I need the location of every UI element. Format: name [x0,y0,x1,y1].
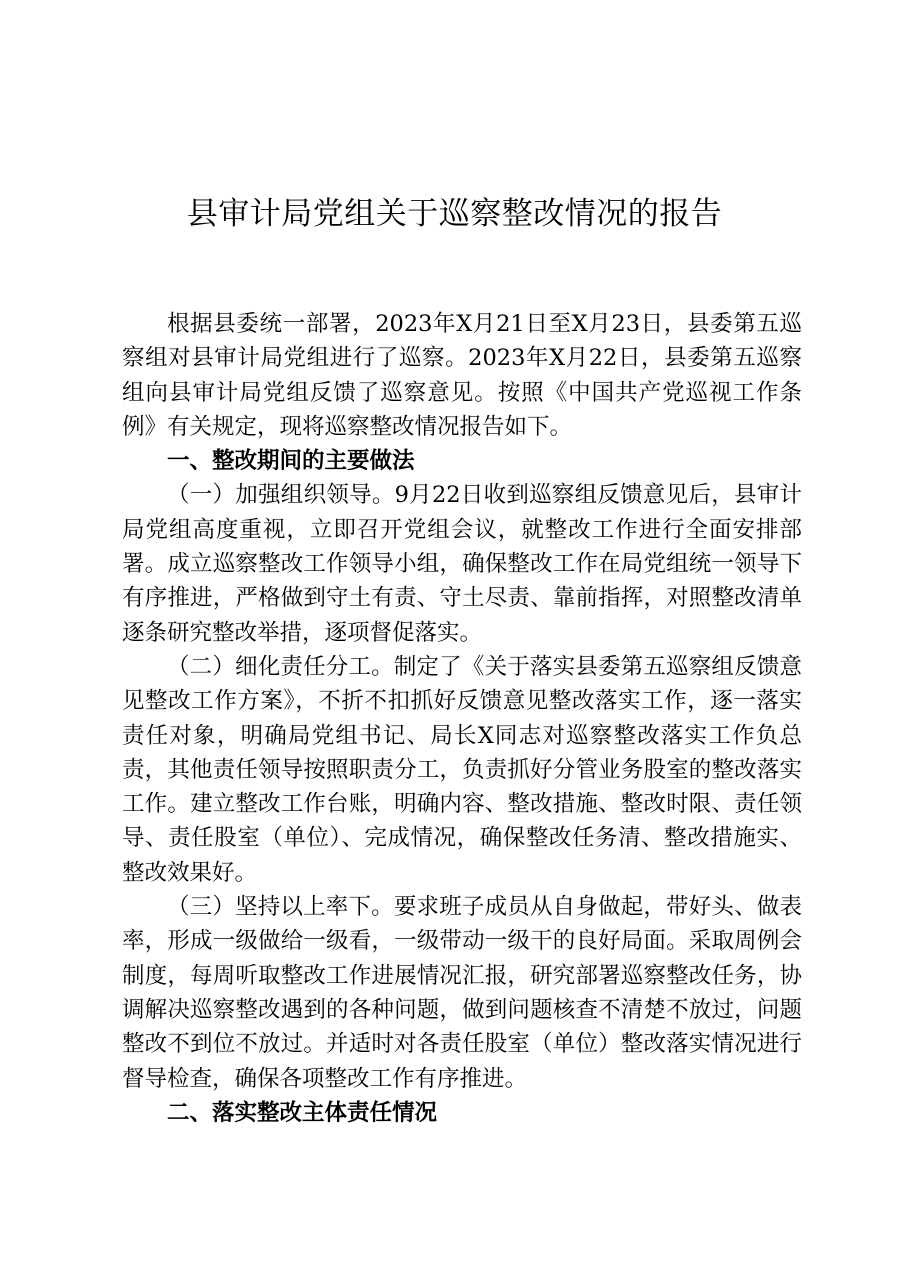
document-title: 县审计局党组关于巡察整改情况的报告 [186,196,723,232]
section-2-heading: 二、落实整改主体责任情况 [167,1099,438,1126]
intro-paragraph: 根据县委统一部署，2023年X月21日至X月23日，县委第五巡察组对县审计局党组进行了巡察。2023年X月22日，县委第五巡察组向县审计局党组反馈了巡察意见。按照《中国共产党巡视工作条例》有关规定，现将巡察整改情况报告如下。 [122,311,802,440]
section-1-heading: 一、整改期间的主要做法 [167,448,415,475]
section-1-item-3 [122,890,802,1096]
section-1-item-2-lead: （二）细化责任分工。 [167,653,394,680]
section-1-item-3-text: 要求班子成员从自身做起，带好头、做表率，形成一级做给一级看，一级带动一级干的良好局面。采取周例会制度，每周听取整改工作进展情况汇报，研究部署巡察整改任务，协调解决巡察整改遇到的各种问题，做到问题核查不清楚不放过，问题整改不到位不放过。并适时对各责任股室（单位）整改落实情况进行督导检查，确保各项整改工作有序推进。 [122,894,802,1092]
section-1-item-1 [122,478,802,649]
section-1-item-1-lead: （一）加强组织领导。 [167,482,395,509]
section-1-item-3-lead: （三）坚持以上率下。 [167,894,394,921]
document-body [122,307,802,1130]
section-1-item-2 [122,650,802,890]
section-1-item-1-text: 9月22日收到巡察组反馈意见后，县审计局党组高度重视，立即召开党组会议，就整改工作进行全面安排部署。成立巡察整改工作领导小组，确保整改工作在局党组统一领导下有序推进，严格做到守土有责、守土尽责、靠前指挥，对照整改清单逐条研究整改举措，逐项督促落实。 [122,482,802,646]
section-1-item-2-text: 制定了《关于落实县委第五巡察组反馈意见整改工作方案》，不折不扣抓好反馈意见整改落实工作，逐一落实责任对象，明确局党组书记、局长X同志对巡察整改落实工作负总责，其他责任领导按照职责分工，负责抓好分管业务股室的整改落实工作。建立整改工作台账，明确内容、整改措施、整改时限、责任领导、责任股室（单位）、完成情况，确保整改任务清、整改措施实、整改效果好。 [122,653,802,886]
